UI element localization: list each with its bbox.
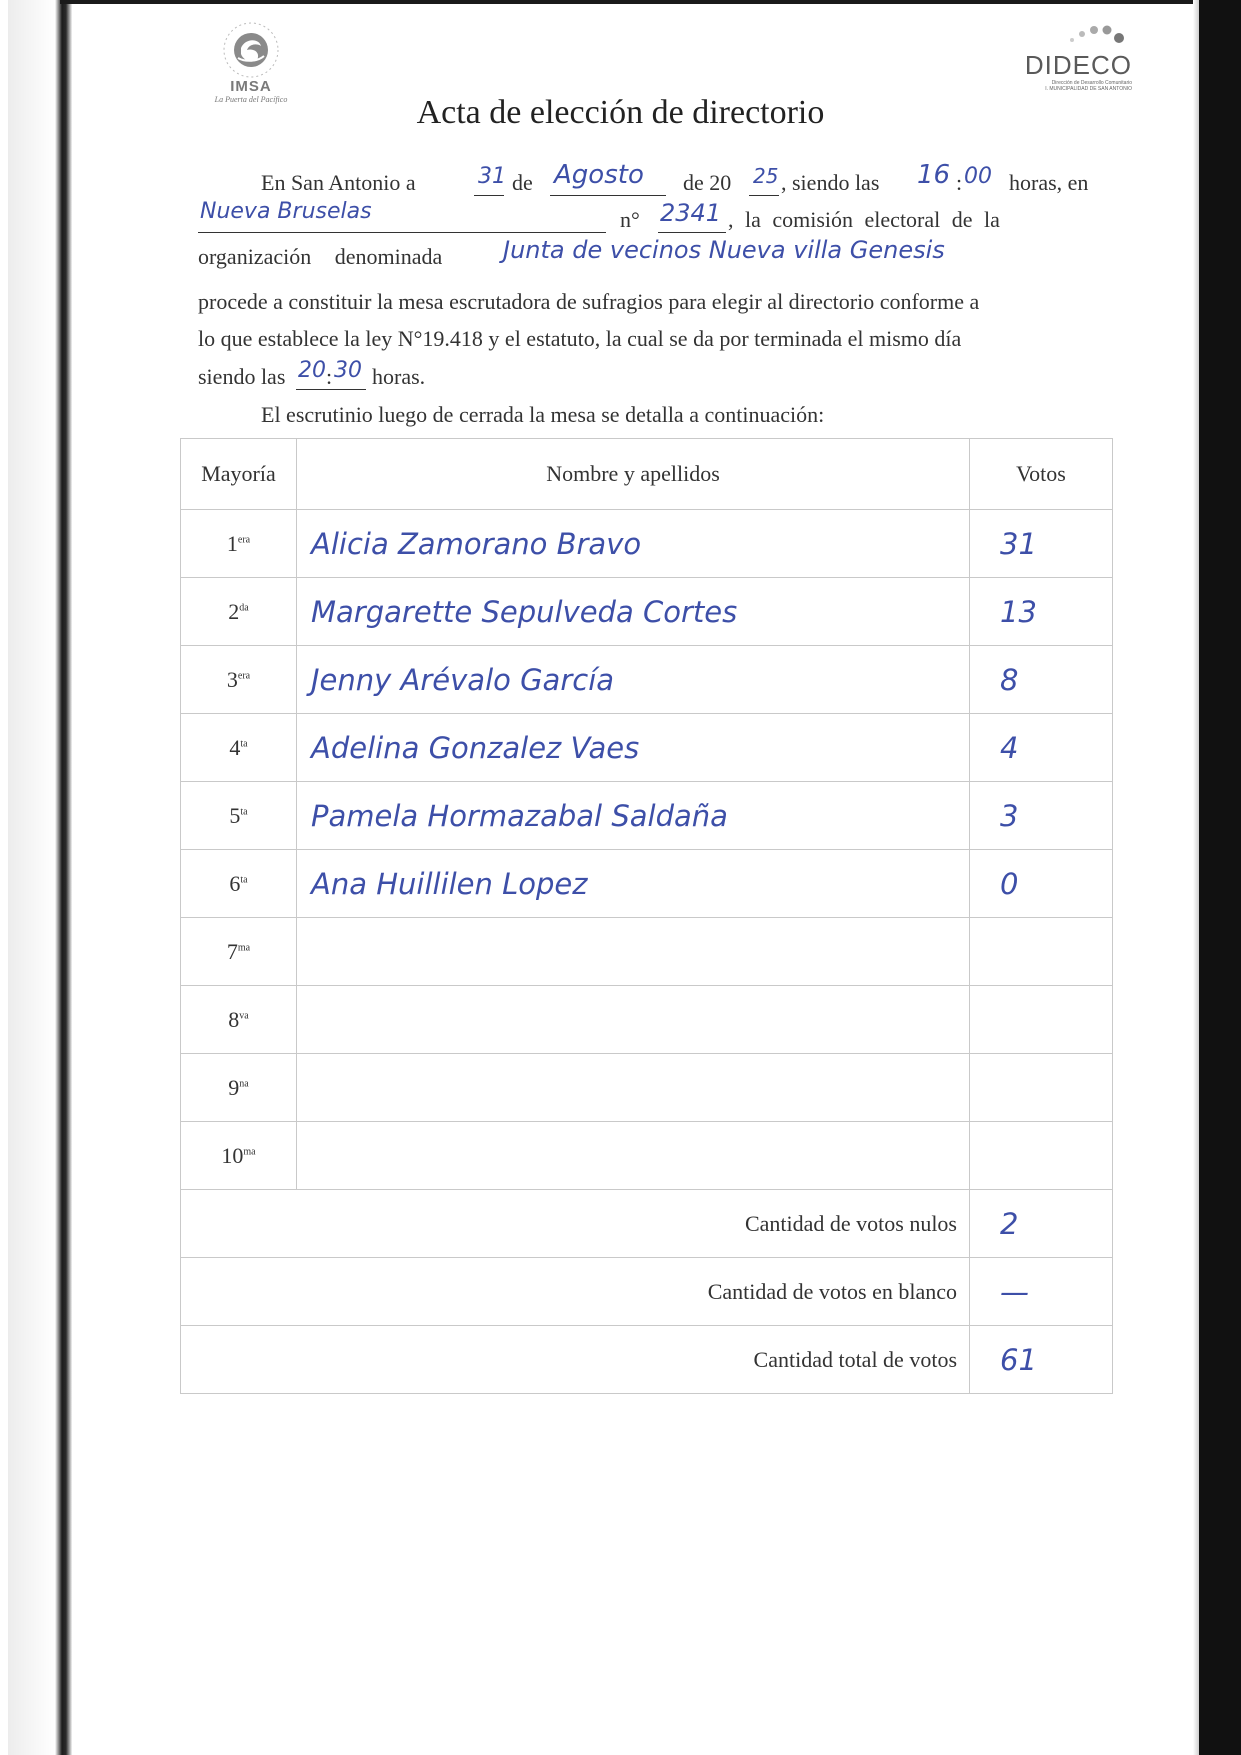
rank-number: 6 xyxy=(229,870,241,896)
rank-suffix: era xyxy=(237,670,251,682)
name-cell xyxy=(297,714,970,782)
day-underline xyxy=(474,195,504,196)
votes-cell xyxy=(970,986,1113,1054)
rank-suffix: va xyxy=(239,1010,249,1022)
line7-text: El escrutinio luego de cerrada la mesa se detalla a continuación: xyxy=(261,402,825,427)
rank-suffix: na xyxy=(239,1078,249,1090)
candidate-votes: 3 xyxy=(1000,798,1019,833)
dideco-dots-icon xyxy=(1066,22,1126,46)
minutes-field: 00 xyxy=(964,164,992,189)
end-hour-colon: : xyxy=(326,364,333,389)
rank-cell xyxy=(181,782,297,850)
scan-border-left xyxy=(0,0,72,1755)
total-votes-label: Cantidad total de votos xyxy=(181,1326,970,1394)
header-nombre: Nombre y apellidos xyxy=(297,439,970,510)
hour-field: 16 xyxy=(917,160,951,190)
day-field: 31 xyxy=(478,164,506,189)
table-row xyxy=(181,918,1113,986)
candidate-votes: 0 xyxy=(1000,866,1019,901)
table-header-row xyxy=(181,439,1113,510)
votes-cell xyxy=(970,1122,1113,1190)
votes-cell xyxy=(970,850,1113,918)
name-cell xyxy=(297,510,970,578)
form-line-4 xyxy=(198,285,1104,321)
form-line-6 xyxy=(198,360,1104,396)
name-cell xyxy=(297,646,970,714)
rank-number: 9 xyxy=(228,1074,240,1100)
name-cell xyxy=(297,578,970,646)
votes-cell xyxy=(970,918,1113,986)
candidate-votes: 8 xyxy=(1000,662,1019,697)
candidate-name: Margarette Sepulveda Cortes xyxy=(311,594,738,629)
null-votes-cell xyxy=(970,1190,1113,1258)
name-cell xyxy=(297,918,970,986)
rank-suffix: ta xyxy=(240,874,248,886)
name-cell xyxy=(297,850,970,918)
rank-number: 7 xyxy=(226,938,238,964)
votes-cell xyxy=(970,782,1113,850)
table-row xyxy=(181,646,1113,714)
table-row xyxy=(181,510,1113,578)
address-underline xyxy=(198,232,606,233)
number-underline xyxy=(658,232,726,233)
line2-text-a: n° xyxy=(620,207,640,232)
rank-cell xyxy=(181,918,297,986)
month-underline xyxy=(550,195,666,196)
line1-text-a: En San Antonio a xyxy=(261,170,416,195)
name-cell xyxy=(297,1122,970,1190)
blank-votes-label: Cantidad de votos en blanco xyxy=(181,1258,970,1326)
line1-text-d: , siendo las xyxy=(781,170,880,195)
end-hour-field: 20 xyxy=(298,358,326,383)
line2-text-b: , la comisión electoral de la xyxy=(728,207,1000,232)
year-underline xyxy=(749,195,779,196)
candidate-name: Adelina Gonzalez Vaes xyxy=(311,730,640,765)
rank-suffix: ta xyxy=(240,806,248,818)
votes-cell xyxy=(970,510,1113,578)
rank-cell xyxy=(181,578,297,646)
address-field: Nueva Bruselas xyxy=(200,199,372,224)
total-votes-value: 61 xyxy=(1000,1342,1037,1377)
form-line-3 xyxy=(198,236,1104,276)
table-row xyxy=(181,1054,1113,1122)
null-votes-label: Cantidad de votos nulos xyxy=(181,1190,970,1258)
rank-cell xyxy=(181,850,297,918)
end-minutes-field: 30 xyxy=(334,358,362,383)
rank-suffix: da xyxy=(239,602,249,614)
imsa-wordmark: IMSA xyxy=(230,78,272,95)
rank-cell xyxy=(181,714,297,782)
rank-suffix: ma xyxy=(237,942,251,954)
candidate-name: Pamela Hormazabal Saldaña xyxy=(311,798,728,833)
blank-votes-cell xyxy=(970,1258,1113,1326)
line1-text-e: horas, en xyxy=(1009,170,1089,195)
candidate-name: Ana Huillilen Lopez xyxy=(311,866,588,901)
rank-cell xyxy=(181,986,297,1054)
document-title: Acta de elección de directorio xyxy=(416,94,825,131)
scan-border-left-margin xyxy=(0,0,8,1755)
line6-text-b: horas. xyxy=(372,364,426,389)
tally-table xyxy=(180,438,1113,1394)
rank-number: 5 xyxy=(229,802,241,828)
dideco-subtitle-line2: I. MUNICIPALIDAD DE SAN ANTONIO xyxy=(1045,86,1132,92)
form-line-7 xyxy=(198,398,1104,434)
summary-row-total-votes xyxy=(181,1326,1113,1394)
rank-number: 2 xyxy=(228,598,240,624)
rank-suffix: ma xyxy=(243,1146,256,1158)
imsa-emblem-icon xyxy=(211,18,291,80)
candidate-votes: 13 xyxy=(1000,594,1037,629)
rank-number: 10 xyxy=(221,1142,244,1168)
table-row xyxy=(181,1122,1113,1190)
scan-border-top xyxy=(60,0,1200,4)
end-time-underline xyxy=(296,389,366,390)
scan-border-right xyxy=(1199,0,1241,1755)
form-line-2 xyxy=(198,199,1104,239)
votes-cell xyxy=(970,646,1113,714)
blank-votes-value: — xyxy=(1000,1274,1029,1309)
name-cell xyxy=(297,782,970,850)
rank-number: 3 xyxy=(226,666,238,692)
line5-text: lo que establece la ley N°19.418 y el estatuto, la cual se da por terminada el mismo día xyxy=(198,326,962,351)
rank-cell xyxy=(181,1054,297,1122)
number-field: 2341 xyxy=(660,199,722,227)
rank-cell xyxy=(181,1122,297,1190)
name-cell xyxy=(297,1054,970,1122)
year-field: 25 xyxy=(753,164,779,188)
form-line-5 xyxy=(198,322,1104,358)
dideco-subtitle-line1: Dirección de Desarrollo Comunitario xyxy=(1051,80,1132,86)
line1-text-c: de 20 xyxy=(683,170,732,195)
header-mayoria: Mayoría xyxy=(181,439,297,510)
rank-cell xyxy=(181,510,297,578)
candidate-votes: 4 xyxy=(1000,730,1019,765)
rank-number: 1 xyxy=(226,530,238,556)
rank-cell xyxy=(181,646,297,714)
votes-cell xyxy=(970,714,1113,782)
null-votes-value: 2 xyxy=(1000,1206,1019,1241)
line1-text-b: de xyxy=(512,170,533,195)
line6-text-a: siendo las xyxy=(198,364,286,389)
table-row xyxy=(181,714,1113,782)
dideco-wordmark: DIDECO xyxy=(1024,50,1132,80)
rank-suffix: era xyxy=(237,534,251,546)
summary-row-blank-votes xyxy=(181,1258,1113,1326)
organization-name-field: Junta de vecinos Nueva villa Genesis xyxy=(503,236,945,264)
table-row xyxy=(181,850,1113,918)
summary-row-null-votes xyxy=(181,1190,1113,1258)
hour-colon: : xyxy=(956,170,963,195)
imsa-tagline: La Puerta del Pacífico xyxy=(214,95,288,104)
rank-number: 8 xyxy=(228,1006,240,1032)
votes-cell xyxy=(970,578,1113,646)
line3-text-a: organización denominada xyxy=(198,244,443,269)
candidate-name: Alicia Zamorano Bravo xyxy=(311,526,642,561)
dideco-subtitle xyxy=(1007,80,1132,92)
table-row xyxy=(181,578,1113,646)
rank-number: 4 xyxy=(229,734,241,760)
table-row xyxy=(181,782,1113,850)
table-row xyxy=(181,986,1113,1054)
rank-suffix: ta xyxy=(240,738,248,750)
votes-cell xyxy=(970,1054,1113,1122)
name-cell xyxy=(297,986,970,1054)
candidate-name: Jenny Arévalo García xyxy=(311,662,615,697)
total-votes-cell xyxy=(970,1326,1113,1394)
form-line-1 xyxy=(198,160,1104,202)
month-field: Agosto xyxy=(554,160,644,190)
dideco-logo xyxy=(1012,22,1142,102)
line4-text: procede a constituir la mesa escrutadora de sufragios para elegir al directorio conforme a xyxy=(198,289,980,314)
header-votos: Votos xyxy=(970,439,1113,510)
candidate-votes: 31 xyxy=(1000,526,1037,561)
